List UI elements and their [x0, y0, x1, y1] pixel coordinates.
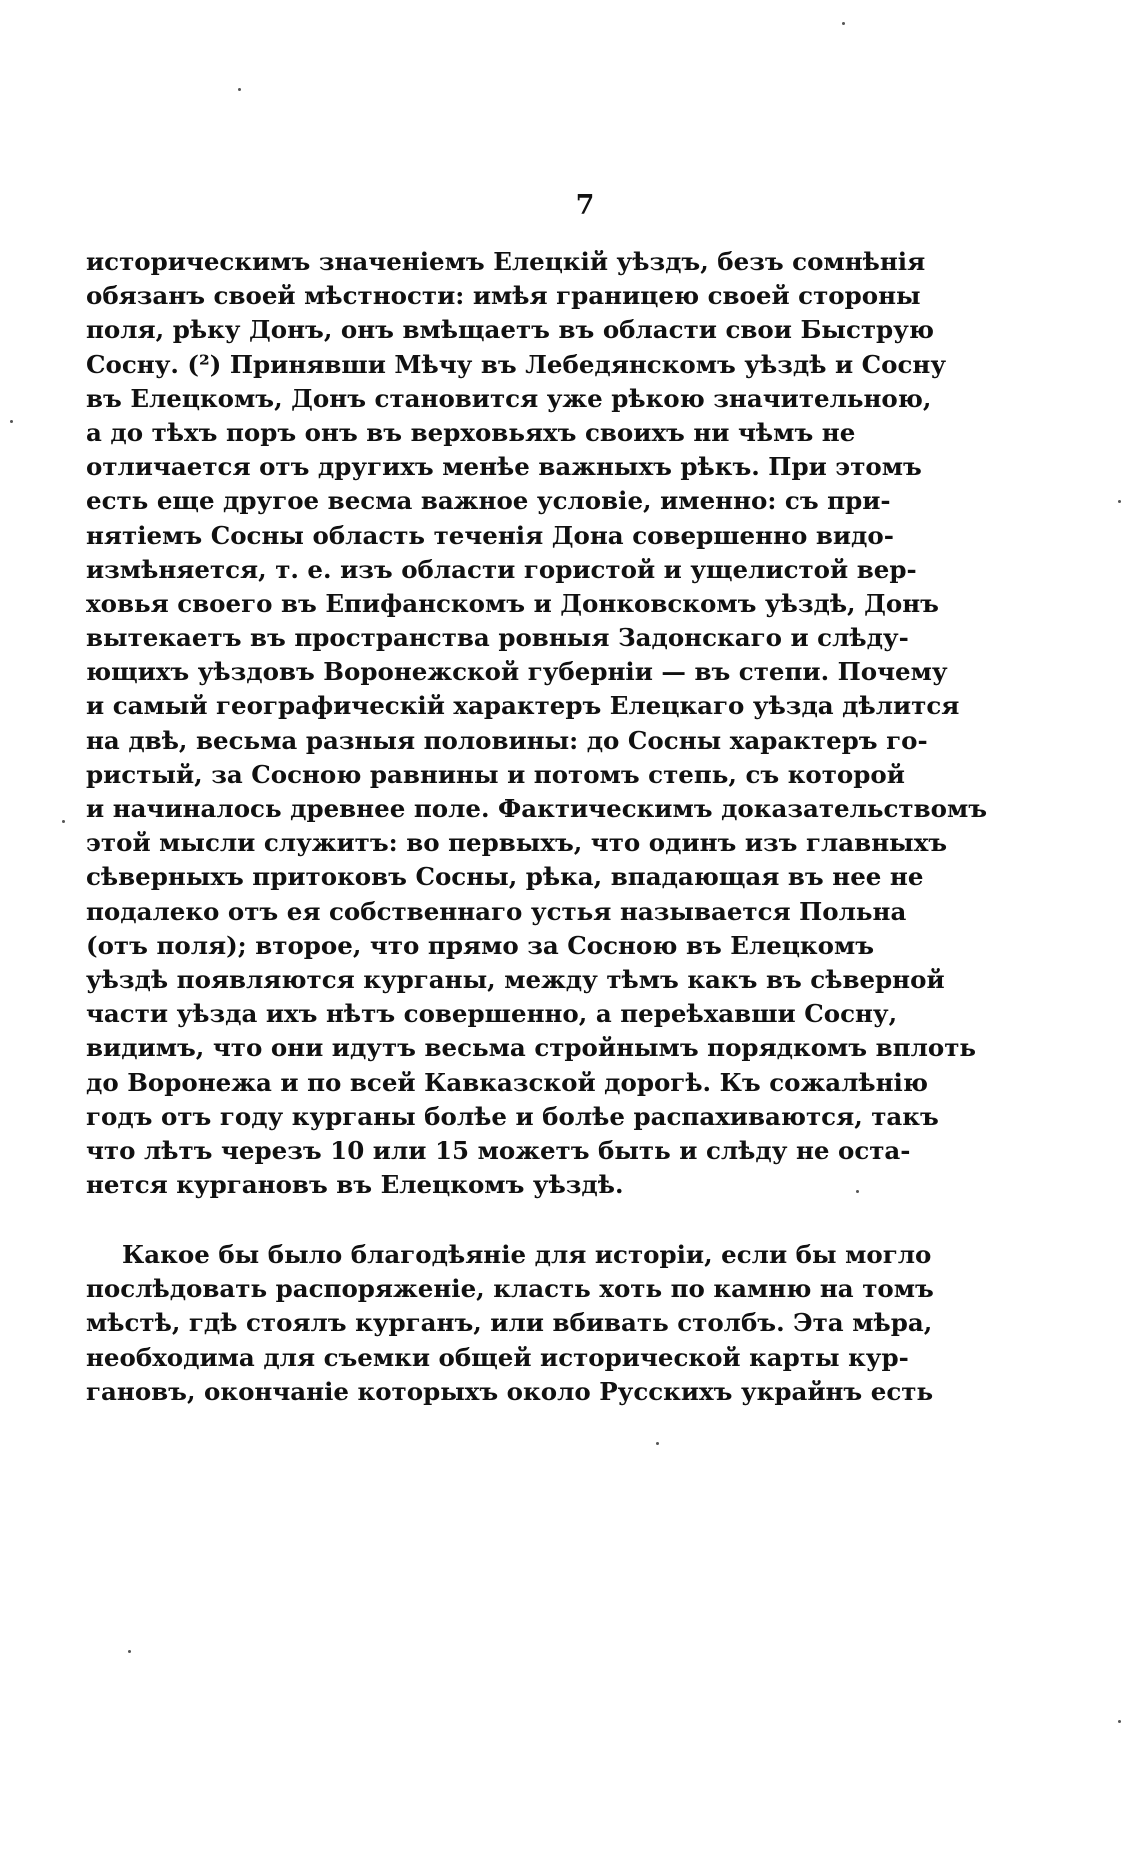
text-line: этой мысли служитъ: во первыхъ, что одинъ изъ главныхъ: [86, 828, 948, 858]
text-line: поля, рѣку Донъ, онъ вмѣщаетъ въ области свои Быструю: [86, 315, 934, 345]
text-line: необходима для съемки общей исторической карты кур-: [86, 1342, 909, 1372]
scan-speck: [842, 22, 845, 25]
text-line: части уѣзда ихъ нѣтъ совершенно, а переѣхавши Сосну,: [86, 999, 898, 1029]
scan-speck: [1118, 500, 1121, 503]
scan-speck: [128, 1650, 131, 1653]
text-line: ристый, за Сосною равнины и потомъ степь, съ которой: [86, 759, 905, 789]
scan-speck: [1118, 1720, 1121, 1723]
text-line: сѣверныхъ притоковъ Сосны, рѣка, впадающая въ нее не: [86, 862, 924, 892]
text-line: что лѣтъ черезъ 10 или 15 можетъ быть и слѣду не оста-: [86, 1135, 911, 1165]
text-line: историческимъ значеніемъ Елецкій уѣздъ, безъ сомнѣнія: [86, 247, 926, 276]
text-line: на двѣ, весьма разныя половины: до Сосны характеръ го-: [86, 725, 928, 755]
text-line: (отъ поля); второе, что прямо за Сосною въ Елецкомъ: [86, 930, 875, 960]
scan-speck: [656, 1442, 659, 1445]
text-line: гановъ, окончаніе которыхъ около Русскихъ украйнъ есть: [86, 1376, 934, 1406]
scan-speck: [856, 1190, 859, 1193]
text-line: нятіемъ Сосны область теченія Дона совершенно видо-: [86, 520, 894, 550]
text-line: есть еще другое весма важное условіе, именно: съ при-: [86, 486, 891, 516]
text-line: и начиналось древнее поле. Фактическимъ доказательствомъ: [86, 794, 988, 823]
text-line: Сосну. (²) Принявши Мѣчу въ Лебедянскомъ уѣздѣ и Сосну: [86, 349, 947, 379]
page-number: 7: [575, 190, 595, 221]
text-line: мѣстѣ, гдѣ стоялъ курганъ, или вбивать столбъ. Эта мѣра,: [86, 1308, 933, 1338]
text-line: отличается отъ другихъ менѣе важныхъ рѣкъ. При этомъ: [86, 452, 922, 482]
text-line: въ Елецкомъ, Донъ становится уже рѣкою значительною,: [86, 383, 932, 413]
text-line: Какое бы было благодѣяніе для исторіи, если бы могло: [122, 1240, 932, 1269]
text-line: и самый географическій характеръ Елецкаго уѣзда дѣлится: [86, 691, 960, 721]
scan-speck: [62, 820, 65, 823]
paragraph-1: [86, 245, 988, 1202]
text-line: нется кургановъ въ Елецкомъ уѣздѣ.: [86, 1170, 624, 1200]
text-line: до Воронежа и по всей Кавказской дорогѣ. Къ сожалѣнію: [86, 1067, 928, 1097]
text-line: измѣняется, т. е. изъ области гористой и ущелистой вер-: [86, 554, 917, 584]
text-line: вытекаетъ въ пространства ровныя Задонскаго и слѣду-: [86, 623, 909, 653]
text-line: видимъ, что они идутъ весьма стройнымъ порядкомъ вплоть: [86, 1033, 977, 1063]
text-line: послѣдовать распоряженіе, класть хоть по камню на томъ: [86, 1274, 934, 1304]
paragraph-2: [86, 1238, 934, 1409]
text-line: подалеко отъ ея собственнаго устья называется Польна: [86, 896, 907, 926]
text-line: ющихъ уѣздовъ Воронежской губерніи — въ степи. Почему: [86, 657, 948, 687]
text-line: ховья своего въ Епифанскомъ и Донковскомъ уѣздѣ, Донъ: [86, 588, 939, 618]
scan-speck: [10, 420, 13, 423]
text-line: обязанъ своей мѣстности: имѣя границею своей стороны: [86, 281, 921, 311]
text-line: а до тѣхъ поръ онъ въ верховьяхъ своихъ ни чѣмъ не: [86, 417, 856, 447]
text-line: уѣздѣ появляются курганы, между тѣмъ какъ въ сѣверной: [86, 964, 945, 994]
scan-speck: [238, 88, 241, 91]
text-line: годъ отъ году курганы болѣе и болѣе распахиваются, такъ: [86, 1101, 939, 1131]
